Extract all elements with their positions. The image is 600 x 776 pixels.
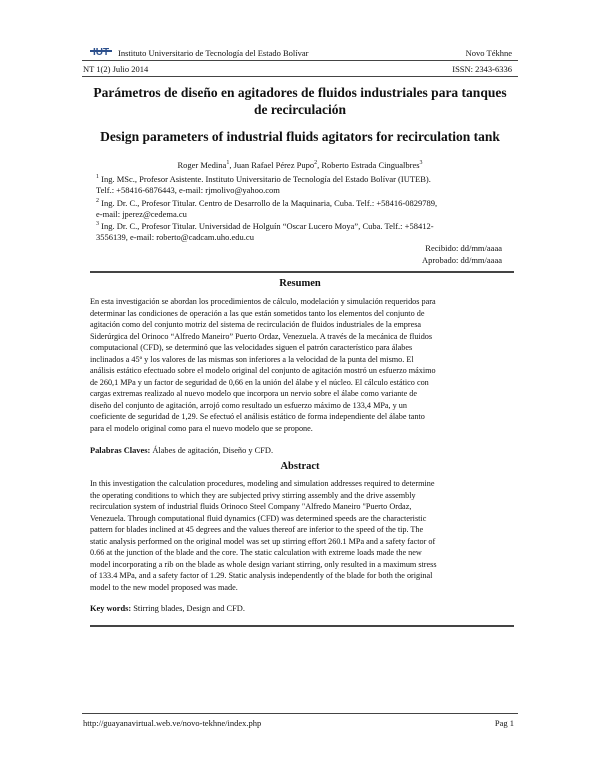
author-2-sup: 2 bbox=[314, 160, 318, 167]
affiliation-2-line-1: Ing. Dr. C., Profesor Titular. Centro de Desarrollo de la Maquinaria, Cuba. Telf.: +58416-0829789, bbox=[99, 197, 438, 208]
iut-logo bbox=[90, 44, 112, 58]
section-rule-top bbox=[90, 271, 514, 273]
resumen-line: de 260,1 MPa y un factor de seguridad de 0,66 en la unión del álabe y el núcleo. El cálculo estático con bbox=[90, 377, 429, 387]
affiliation-1-sup: 1 bbox=[96, 174, 99, 180]
resumen-line: diseño del conjunto de agitación, arrojó como resultado un esfuerzo máximo de 133,4 MPa, y un bbox=[90, 400, 407, 410]
page-number: Pag 1 bbox=[494, 718, 514, 728]
abstract-line: Venezuela. Through computational fluid dynamics (CFD) was determined speeds are the characteristic bbox=[90, 513, 427, 523]
affiliation-3 bbox=[96, 219, 516, 244]
abstract-line: model to the new model proposed was made. bbox=[90, 582, 238, 592]
key-words-label: Key words: bbox=[90, 604, 132, 613]
header-issn: ISSN: 2343-6336 bbox=[452, 64, 512, 74]
title-spanish bbox=[70, 84, 530, 118]
affiliation-3-sup: 3 bbox=[96, 221, 99, 227]
affiliation-2-sup: 2 bbox=[96, 198, 99, 204]
abstract-line: recirculation system of industrial fluids Orinoco Steel Company "Alfredo Maneiro "Puerto Ordaz, bbox=[90, 502, 412, 512]
affiliation-1-line-2: Telf.: +58416-6876443, e-mail: rjmolivo@yahoo.com bbox=[96, 185, 280, 196]
key-words-text: Stirring blades, Design and CFD. bbox=[131, 604, 245, 613]
palabras-claves bbox=[90, 446, 514, 455]
affiliation-3-line-2: 3556139, e-mail: roberto@cadcam.uho.edu.cu bbox=[96, 232, 254, 243]
date-received: Recibido: dd/mm/aaaa bbox=[425, 243, 502, 253]
dates bbox=[422, 242, 502, 266]
abstract-line: pattern for blades inclined at 45 degrees and the values thereof are inferior to the speed of the tip. The bbox=[90, 525, 424, 535]
header-institute: Instituto Universitario de Tecnología del Estado Bolívar bbox=[118, 48, 309, 58]
abstract-line: static analysis performed on the original model was set up stirring effort 260.1 MPa and a safety factor of bbox=[90, 536, 436, 546]
resumen-heading: Resumen bbox=[279, 278, 321, 289]
resumen-line: Siderúrgica del Orinoco “Alfredo Maneiro” Puerto Ordaz, Venezuela. A través de la mecánica de fluidos bbox=[90, 331, 433, 341]
key-words bbox=[90, 604, 514, 613]
affiliation-2-line-2: e-mail: jperez@cedema.cu bbox=[96, 209, 187, 220]
resumen-line: determinar las condiciones de operación a las que están sometidos tanto los elementos del conjunto de bbox=[90, 308, 425, 318]
affiliation-3-line-1: Ing. Dr. C., Profesor Titular. Universidad de Holguín “Oscar Lucero Moya”, Cuba. Telf.: +58412- bbox=[99, 220, 434, 231]
author-1-sup: 1 bbox=[226, 160, 230, 167]
resumen-line: inclinados a 45º y los valores de las mismas son inferiores a la velocidad de la punta del mismo. El bbox=[90, 354, 414, 364]
abstract-line: the operating conditions to which they are subjected privy stirring assembly and the drive assembly bbox=[90, 490, 416, 500]
author-3: , Roberto Estrada Cingualbres bbox=[317, 160, 420, 170]
logo-text: IUT bbox=[92, 47, 110, 58]
affiliation-1 bbox=[96, 172, 516, 197]
resumen-line: análisis estático efectuado sobre el modelo original del conjunto de agitación mostró un esfuerzo máximo bbox=[90, 366, 436, 376]
abstract-line: In this investigation the calculation procedures, modeling and simulation addresses required to determine bbox=[90, 479, 435, 488]
abstract-line: 0.66 at the junction of the blade and the core. The static calculation with extreme loads made the new bbox=[90, 548, 422, 558]
header-rule-2 bbox=[82, 76, 518, 77]
palabras-claves-label: Palabras Claves: bbox=[90, 446, 151, 455]
affiliation-2 bbox=[96, 196, 516, 221]
author-3-sup: 3 bbox=[419, 160, 423, 167]
header-journal: Novo Tékhne bbox=[465, 48, 512, 58]
resumen-line: coeficiente de seguridad de 1,29. Se efectuó el análisis estático de forma independiente del álabe tanto bbox=[90, 412, 425, 422]
title-english: Design parameters of industrial fluids agitators for recirculation tank bbox=[100, 129, 500, 144]
abstract-body bbox=[90, 478, 514, 593]
resumen-line: agitación como del conjunto motriz del sistema de recirculación de fluidos industriales de la empresa bbox=[90, 320, 422, 330]
resumen-line: cargas extremas realizado al nuevo modelo que incorpora un nervio sobre el álabe como variante de bbox=[90, 389, 417, 399]
author-1: Roger Medina bbox=[177, 160, 227, 170]
date-approved: Aprobado: dd/mm/aaaa bbox=[421, 255, 502, 265]
header-rule bbox=[82, 60, 518, 61]
author-2: , Juan Rafael Pérez Pupo bbox=[229, 160, 315, 170]
resumen-line: En esta investigación se abordan los procedimientos de cálculo, modelación y simulación requeridos para bbox=[90, 297, 436, 306]
footer-rule bbox=[82, 713, 518, 714]
abstract-heading: Abstract bbox=[280, 461, 320, 472]
abstract-line: model incorporating a rib on the blade as whole design variant stirring, only resulted in a maximum stress bbox=[90, 559, 437, 569]
resumen-line: computacional (CFD), se determinó que las velocidades siguen el patrón característico para álabes bbox=[90, 343, 413, 353]
affiliation-1-line-1: Ing. MSc., Profesor Asistente. Instituto Universitario de Tecnología del Estado Bolívar (IUTEB). bbox=[99, 173, 431, 184]
palabras-claves-text: Álabes de agitación, Diseño y CFD. bbox=[150, 446, 274, 455]
footer-url[interactable]: http://guayanavirtual.web.ve/novo-tekhne/index.php bbox=[83, 718, 262, 728]
iut-logo-icon bbox=[90, 44, 112, 58]
resumen-body bbox=[90, 296, 514, 435]
section-rule-bottom bbox=[90, 625, 514, 627]
header-issue: NT 1(2) Julio 2014 bbox=[83, 64, 149, 74]
authors bbox=[80, 160, 520, 170]
title-spanish-line-1: Parámetros de diseño en agitadores de fluidos industriales para tanques bbox=[93, 85, 507, 100]
title-spanish-line-2: de recirculación bbox=[253, 102, 347, 117]
resumen-line: para el modelo original como para el nuevo modelo que se propone. bbox=[90, 424, 313, 434]
abstract-line: of 133.4 MPa, and a safety factor of 1.29. Static analysis independently of the blade for both the original bbox=[90, 571, 433, 581]
